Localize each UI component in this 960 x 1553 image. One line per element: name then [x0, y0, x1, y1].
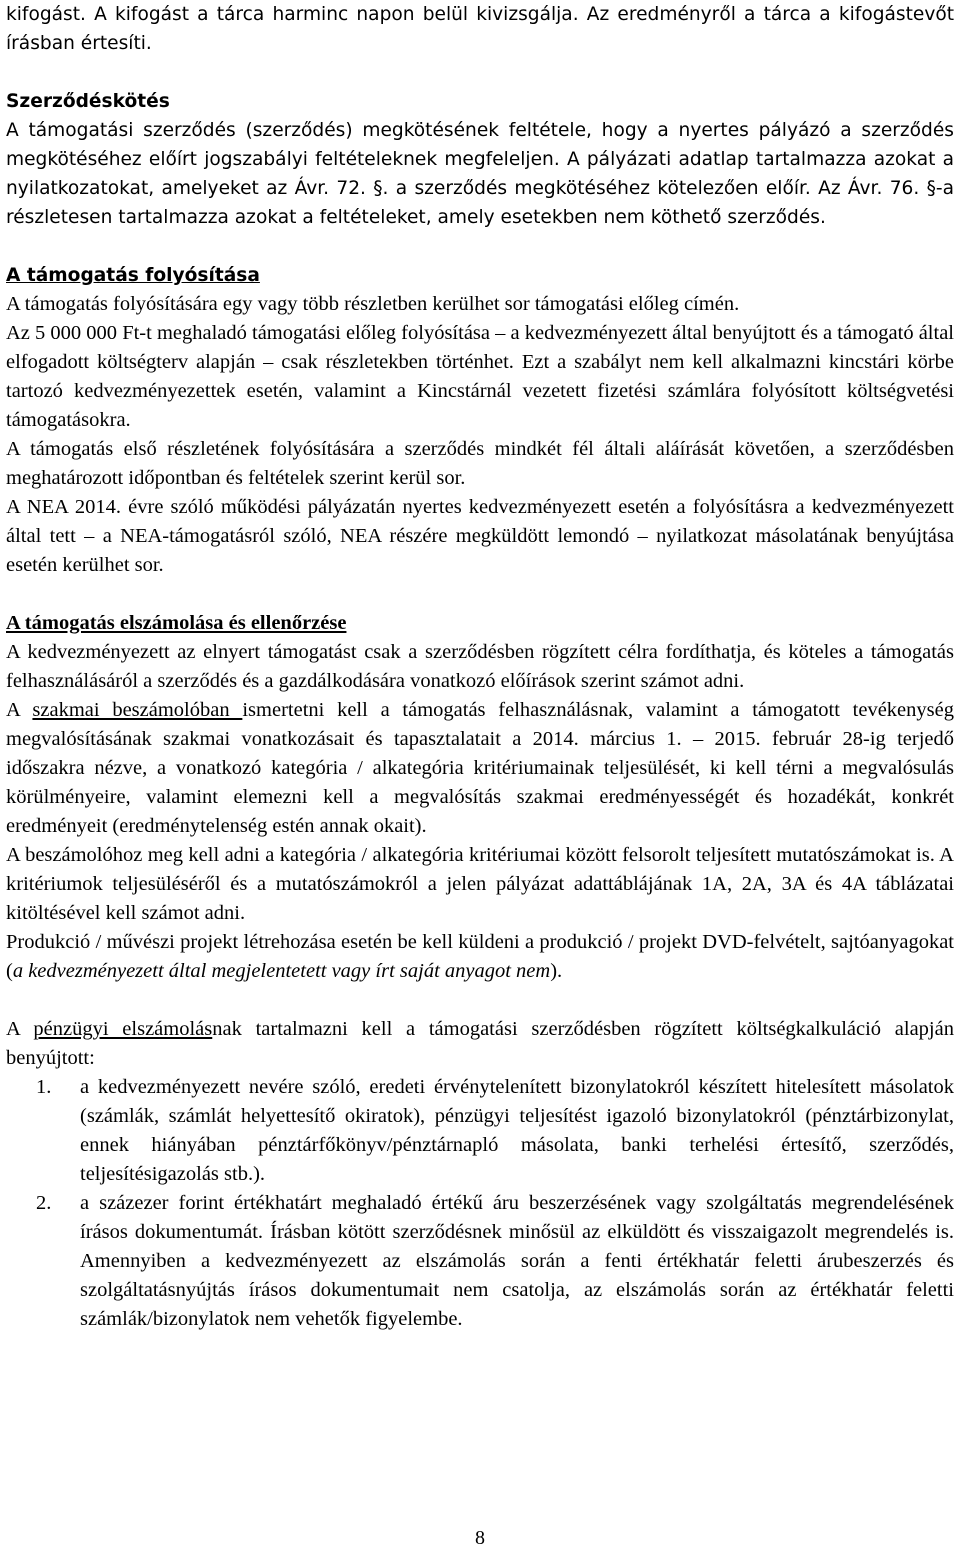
- text-run: Produkció / művészi projekt létrehozása esetén be kell küldeni a produkció / projekt DVD-felvételt, sajtóanyagokat (: [6, 931, 954, 982]
- list-item: [6, 1073, 954, 1189]
- list-item-number: 2.: [36, 1192, 52, 1214]
- spacer: [6, 580, 954, 609]
- text-run: A: [6, 699, 33, 721]
- section-heading-contract: Szerződéskötés: [6, 91, 170, 112]
- list-item-text: a kedvezményezett nevére szóló, eredeti érvénytelenített bizonylatokról készített hitelesített másolatok (számlák, számlát helyettesítő okiratok), pénzügyi teljesítést igazoló bizonylatokról (pénztárbizonylat, ennek hiányában pénztárfőkönyv/pénztárnapló másolata, banki terhelési értesítő, szerződés, teljesítésigazolás stb.).: [80, 1076, 954, 1185]
- spacer: [6, 986, 954, 1015]
- intro-paragraph: kifogást. A kifogást a tárca harminc napon belül kivizsgálja. Az eredményről a tárca a kifogástevőt írásban értesíti.: [6, 4, 954, 54]
- list-item-text: a százezer forint értékhatárt meghaladó értékű áru beszerzésének vagy szolgáltatás megrendelésének írásos dokumentumát. Írásban kötött szerződésnek minősül az elküldött és visszaigazolt megrendelés is. Amennyiben a kedvezményezett az elszámolás során a fenti értékhatár feletti árubeszerzés és szolgáltatásnyújtás írásos dokumentumait nem csatolja, az elszámolás során az értékhatár feletti számlák/bizonylatok nem vehetők figyelembe.: [80, 1192, 954, 1330]
- disbursement-paragraph-4: A NEA 2014. évre szóló működési pályázatán nyertes kedvezményezett esetén a folyósításra a kedvezményezett által tett – a NEA-támogatásról szóló, NEA részére megküldött lemondó – nyilatkozat másolatának benyújtása esetén kerülhet sor.: [6, 496, 954, 576]
- settlement-paragraph-1: A kedvezményezett az elnyert támogatást csak a szerződésben rögzített célra fordíthatja, és köteles a támogatás felhasználásáról a szerződés és a gazdálkodására vonatkozó előírások szerint számot adni.: [6, 641, 954, 692]
- section-heading-settlement: A támogatás elszámolása és ellenőrzése: [6, 612, 347, 634]
- disbursement-paragraph-3: A támogatás első részletének folyósítására a szerződés mindkét fél általi aláírását követően, a szerződésben meghatározott időpontban és feltételek szerint kerül sor.: [6, 438, 954, 489]
- financial-settlement-term: pénzügyi elszámolás: [33, 1018, 213, 1040]
- text-run: nak tartalmazni kell a támogatási szerződésben rögzített költségkalkuláció alapján benyújtott:: [6, 1018, 954, 1069]
- list-item-number: 1.: [36, 1076, 52, 1098]
- text-run: ).: [550, 960, 563, 982]
- settlement-paragraph-2: [6, 696, 954, 841]
- professional-report-term: szakmai beszámolóban: [32, 699, 243, 721]
- list-item: [6, 1189, 954, 1334]
- disbursement-paragraph-2: Az 5 000 000 Ft-t meghaladó támogatási előleg folyósítása – a kedvezményezett által benyújtott és a támogató által elfogadott költségterv alapján – csak részletekben történhet. Ezt a szabályt nem kell alkalmazni kincstári körbe tartozó kedvezményezettek esetén, valamint a Kincstárnál vezetett fizetési számlára folyósított költségvetési támogatásokra.: [6, 322, 954, 431]
- text-run: A: [6, 1018, 34, 1040]
- text-run: ismertetni kell a támogatás felhasználásnak, valamint a támogatott tevékenység megvalósításának szakmai vonatkozásait és tapasztalatait a 2014. március 1. – 2015. február 28-ig terjedő időszakra nézve, a vonatkozó kategória / alkategória kritériumainak teljesülését, ki kell térni a megvalósulás körülményeire, valamint elemezni kell a megvalósítás szakmai eredményességét és hozadékát, konkrét eredményeit (eredménytelenség estén annak okait).: [6, 699, 954, 837]
- settlement-paragraph-4: [6, 928, 954, 986]
- spacer: [6, 232, 954, 261]
- spacer: [6, 58, 954, 87]
- document-page: [6, 0, 954, 1334]
- section-heading-disbursement: A támogatás folyósítása: [6, 265, 260, 286]
- contract-paragraph: A támogatási szerződés (szerződés) megkötésének feltétele, hogy a nyertes pályázó a szerződés megkötéséhez előírt jogszabályi feltételeknek megfeleljen. A pályázati adatlap tartalmazza azokat a nyilatkozatokat, amelyeket az Ávr. 72. §. a szerződés megkötéséhez kötelezően előír. Az Ávr. 76. §-a részletesen tartalmazza azokat a feltételeket, amely esetekben nem köthető szerződés.: [6, 120, 954, 228]
- disbursement-paragraph-1: A támogatás folyósítására egy vagy több részletben kerülhet sor támogatási előleg címén.: [6, 293, 740, 315]
- settlement-paragraph-5: [6, 1015, 954, 1073]
- italic-note: a kedvezményezett által megjelentetett vagy írt saját anyagot nem: [12, 960, 551, 982]
- page-number: 8: [475, 1527, 485, 1549]
- settlement-paragraph-3: A beszámolóhoz meg kell adni a kategória / alkategória kritériumai között felsorolt teljesített mutatószámokat is. A kritériumok teljesüléséről és a mutatószámokról a jelen pályázat adattáblájának 1A, 2A, 3A és 4A táblázatai kitöltésével kell számot adni.: [6, 844, 954, 924]
- requirements-list: [6, 1073, 954, 1334]
